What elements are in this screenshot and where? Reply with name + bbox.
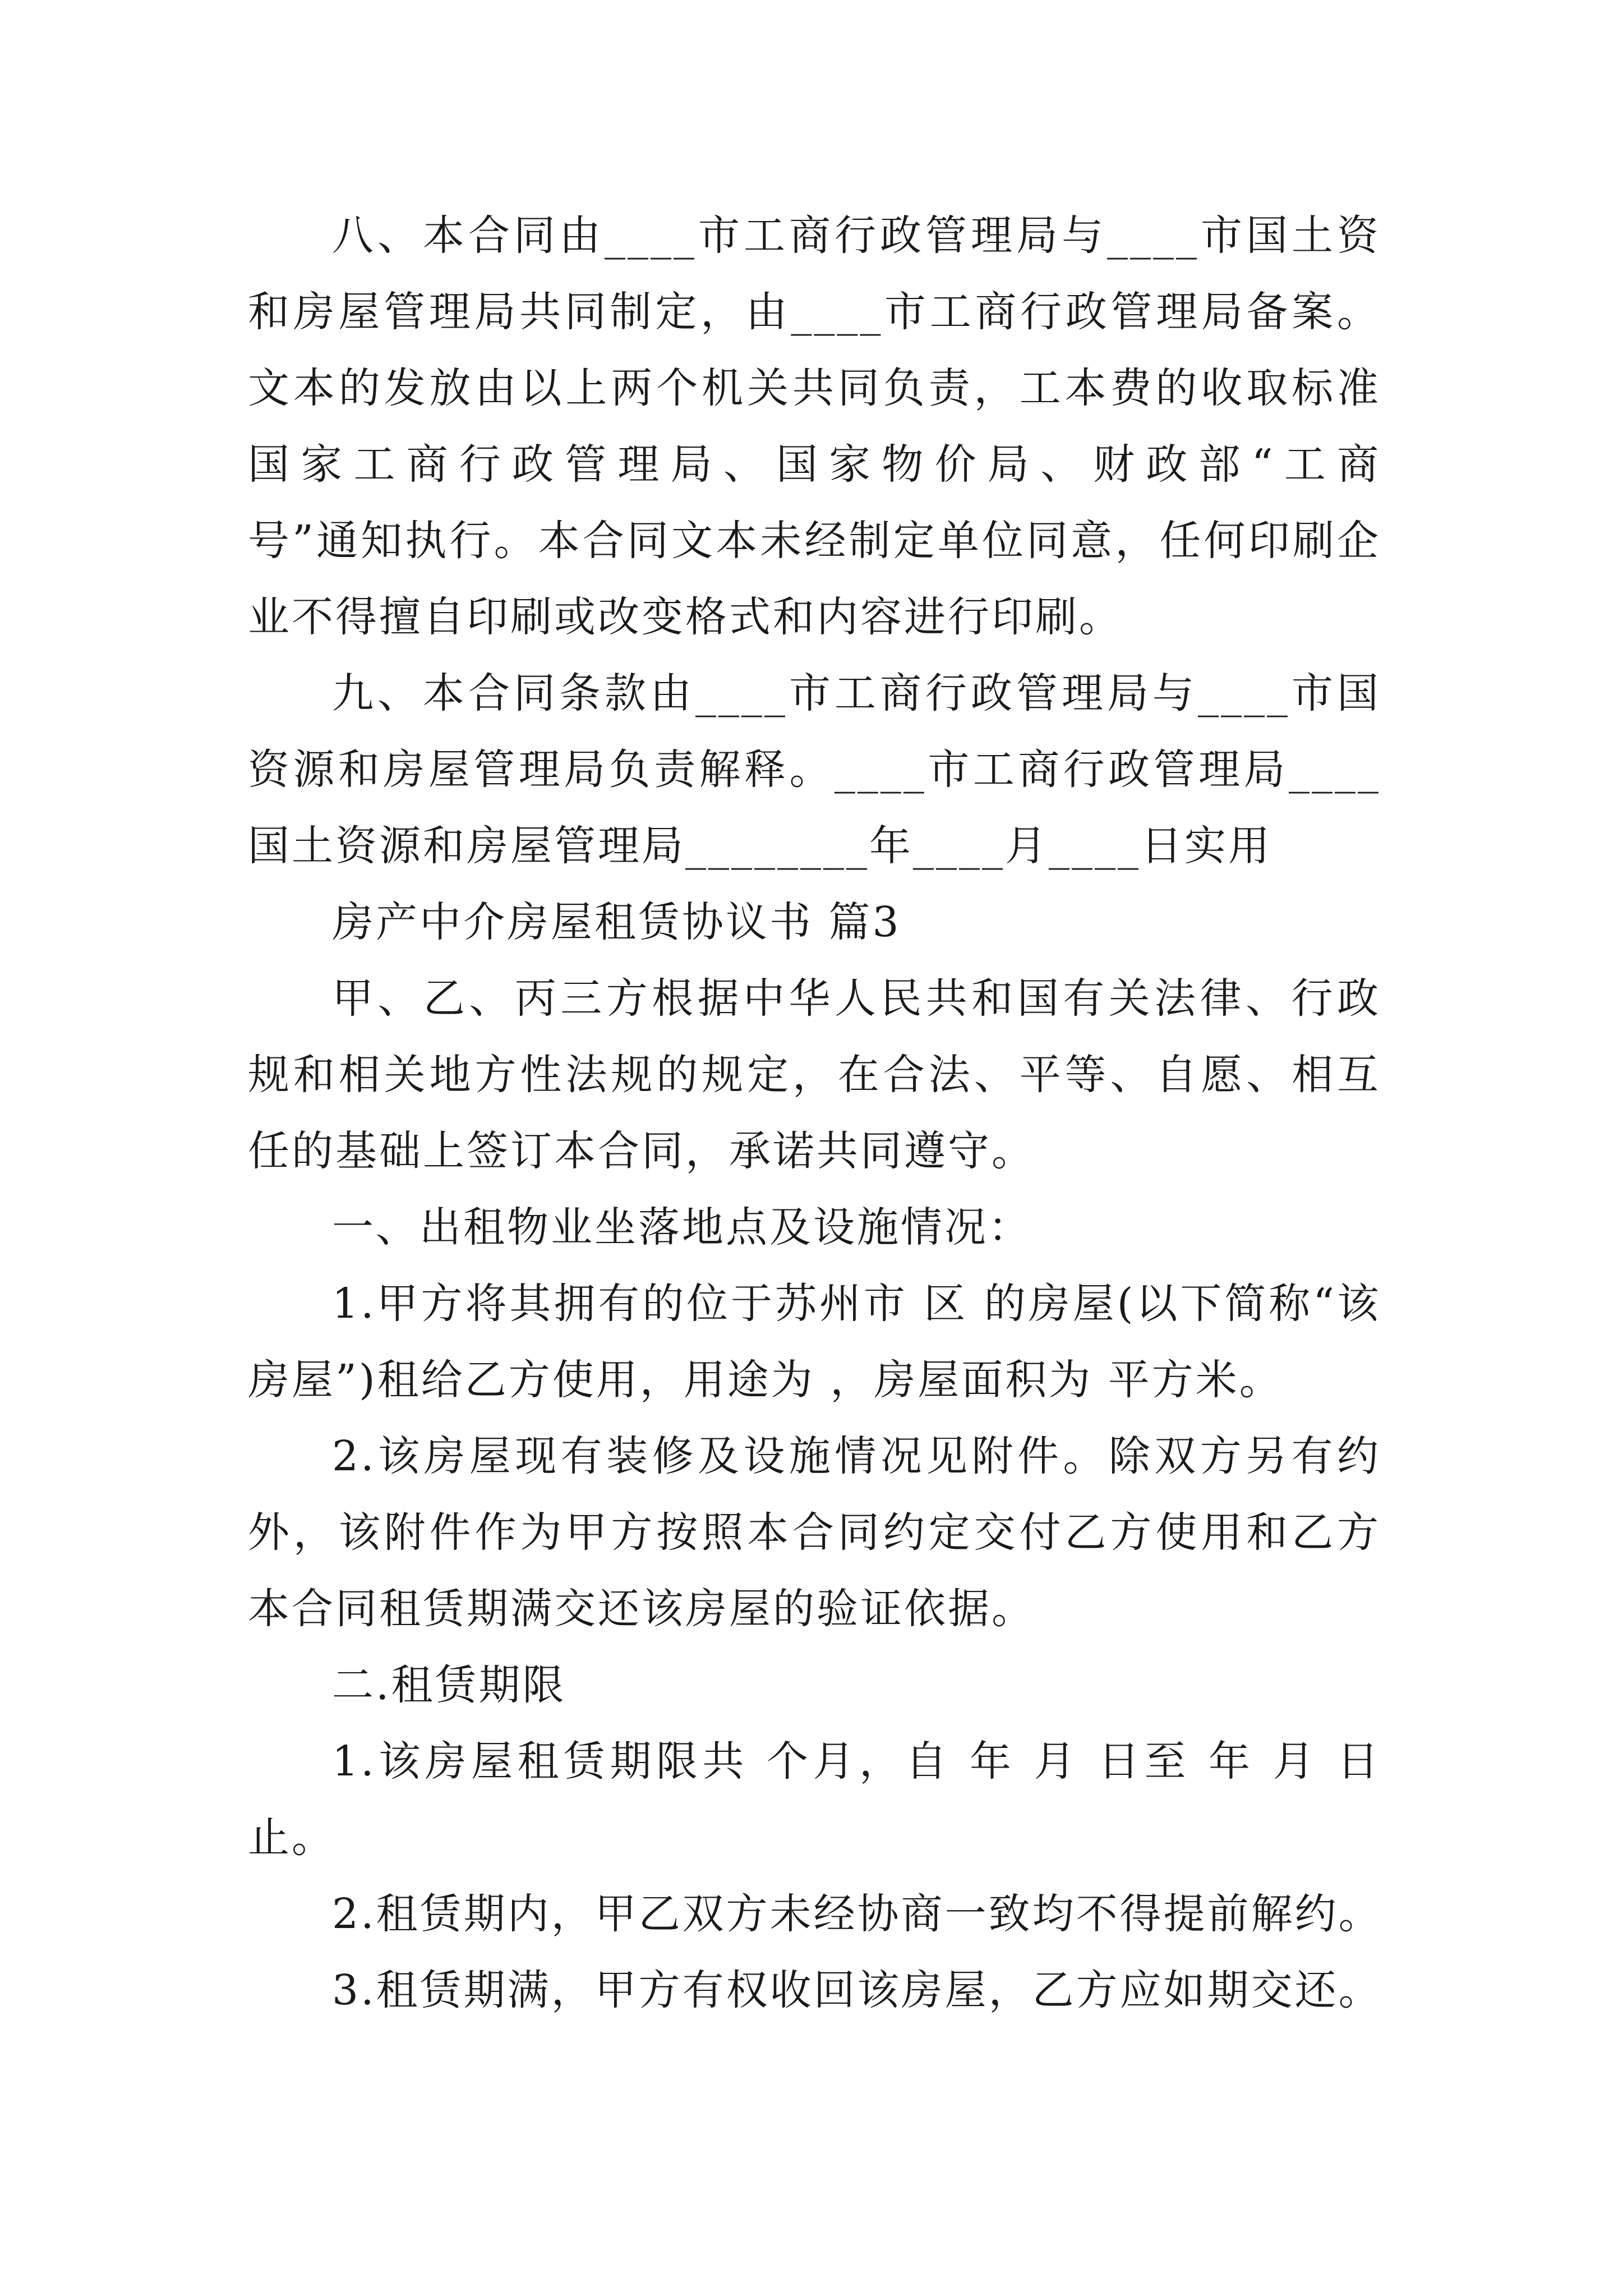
intro-line-1: 甲、乙、丙三方根据中华人民共和国有关法律、行政 bbox=[332, 974, 1381, 1023]
clause-8-line-5: 号”通知执行。本合同文本未经制定单位同意，任何印刷企 bbox=[248, 517, 1381, 565]
item-2-2: 2.租赁期内，甲乙双方未经协商一致均不得提前解约。 bbox=[332, 1890, 1382, 1938]
item-2-1-line-1: 1.该房屋租赁期限共 个月，自 年 月 日至 年 月 日 bbox=[332, 1737, 1381, 1786]
clause-9-line-1: 九、本合同条款由____市工商行政管理局与____市国 bbox=[332, 669, 1381, 717]
document-body bbox=[248, 197, 1381, 2028]
item-2-3: 3.租赁期满，甲方有权收回该房屋，乙方应如期交还。 bbox=[332, 1966, 1382, 2014]
section-1-heading: 一、出租物业坐落地点及设施情况： bbox=[332, 1203, 1032, 1251]
clause-8-line-3: 文本的发放由以上两个机关共同负责，工本费的收取标准 bbox=[248, 364, 1381, 412]
intro-line-3: 任的基础上签订本合同，承诺共同遵守。 bbox=[248, 1127, 1035, 1175]
item-2-1-line-2: 止。 bbox=[248, 1814, 335, 1862]
clause-9-line-2: 资源和房屋管理局负责解释。____市工商行政管理局____ bbox=[248, 746, 1381, 794]
clause-8-line-2: 和房屋管理局共同制定，由____市工商行政管理局备案。 bbox=[248, 288, 1381, 336]
item-1-2-line-1: 2.该房屋现有装修及设施情况见附件。除双方另有约 bbox=[332, 1432, 1381, 1480]
intro-line-2: 规和相关地方性法规的规定，在合法、平等、自愿、相互 bbox=[248, 1051, 1381, 1099]
section-title: 房产中介房屋租赁协议书 篇3 bbox=[332, 898, 901, 946]
item-1-1-line-1: 1.甲方将其拥有的位于苏州市 区 的房屋(以下简称“该 bbox=[332, 1280, 1381, 1328]
clause-8-line-1: 八、本合同由____市工商行政管理局与____市国土资 bbox=[332, 211, 1381, 260]
item-1-2-line-2: 外，该附件作为甲方按照本合同约定交付乙方使用和乙方 bbox=[248, 1508, 1381, 1557]
item-1-1-line-2: 房屋”)租给乙方使用，用途为 ，房屋面积为 平方米。 bbox=[248, 1356, 1283, 1404]
section-2-heading: 二.租赁期限 bbox=[332, 1661, 566, 1709]
item-1-2-line-3: 本合同租赁期满交还该房屋的验证依据。 bbox=[248, 1585, 1035, 1633]
clause-9-line-3: 国土资源和房屋管理局________年____月____日实用 bbox=[248, 822, 1272, 870]
clause-8-line-6: 业不得擅自印刷或改变格式和内容进行印刷。 bbox=[248, 593, 1123, 641]
clause-8-line-4: 国家工商行政管理局、国家物价局、财政部“工商 bbox=[248, 440, 1381, 489]
